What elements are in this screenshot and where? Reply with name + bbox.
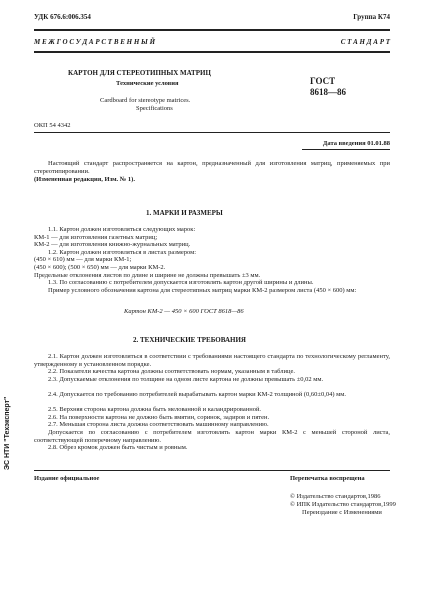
side-stamp: ЭС НТИ "Техэксперт" bbox=[4, 396, 11, 470]
section-1-line: 1.1. Картон должен изготовляться следующих марок: bbox=[48, 226, 196, 233]
section-1-line: (450 × 610) мм — для марки КМ-1; bbox=[34, 256, 132, 264]
section-1-line: (450 × 600); (500 × 650) мм — для марки КМ-2. bbox=[34, 264, 166, 271]
official-edition: Издание официальное bbox=[34, 475, 100, 482]
scope-paragraph: Настоящий стандарт распространяется на картон, предназначенный для изготовления матриц, применяемых при стереотипировании. bbox=[34, 160, 390, 175]
group-code: Группа К74 bbox=[353, 13, 390, 21]
section-2-paragraph: 2.3. Допускаемые отклонения по толщине на одном листе картона не должны превышать ±0,02 мм. bbox=[48, 375, 324, 383]
gost-label: ГОСТ bbox=[310, 76, 336, 86]
section-2-paragraph: 2.6. На поверхности картона не должно быть вмятин, соринок, задиров и пятен. bbox=[48, 413, 270, 421]
section-1-line: КМ-2 — для изготовления книжно-журнальных матриц. bbox=[34, 241, 191, 249]
section-1-heading: 1. МАРКИ И РАЗМЕРЫ bbox=[146, 209, 223, 217]
title-rule bbox=[34, 132, 390, 133]
section-2-heading: 2. ТЕХНИЧЕСКИЕ ТРЕБОВАНИЯ bbox=[133, 336, 246, 344]
copyright-1999: © ИПК Издательство стандартов,1999 bbox=[290, 501, 396, 508]
header-rule-bottom bbox=[34, 51, 390, 53]
reprint-notice: Перепечатка воспрещена bbox=[290, 475, 365, 482]
standard-banner bbox=[34, 38, 390, 46]
revision-note: (Измененная редакция, Изм. № 1). bbox=[34, 176, 135, 183]
section-2-paragraph: 2.5. Верхняя сторона картона должна быть мелованной и каландрированной. bbox=[48, 406, 262, 414]
date-underline bbox=[302, 149, 390, 150]
copyright-1986: © Издательство стандартов,1986 bbox=[290, 493, 381, 500]
english-title-line2: Specifications bbox=[136, 105, 173, 112]
gost-number: 8618—86 bbox=[310, 87, 346, 97]
section-1-line: КМ-1 — для изготовления газетных матриц; bbox=[34, 233, 158, 241]
section-1-line: Предельные отклонения листов по длине и ширине не должны превышать ±3 мм. bbox=[34, 271, 261, 279]
header-rule-top bbox=[34, 29, 390, 31]
introduction-date: Дата введения 01.01.88 bbox=[322, 140, 390, 147]
section-2-paragraph: 2.7. Меньшая сторона листа должна соответствовать машинному направлению. bbox=[48, 421, 269, 429]
section-2-paragraph: 2.4. Допускается по требованию потребителей вырабатывать картон марки КМ-2 толщиной (0,60±0,04) мм. bbox=[48, 391, 347, 398]
section-1-line: 1.3. По согласованию с потребителем допускается изготовлять картон другой ширины и длины. bbox=[48, 279, 314, 287]
document-title: КАРТОН ДЛЯ СТЕРЕОТИПНЫХ МАТРИЦ bbox=[68, 69, 211, 77]
section-2-paragraph: Допускается по согласованию с потребителем изготовлять картон марки КМ-2 с меньшей стороной листа, соответствующей поперечному направлению. bbox=[34, 429, 390, 444]
section-2-paragraph: 2.2. Показатели качества картона должны соответствовать нормам, указанным в таблице. bbox=[48, 368, 295, 376]
udk-code: УДК 676.6:006.354 bbox=[34, 13, 91, 21]
section-1-line: 1.2. Картон должен изготовляться в листах размером: bbox=[48, 248, 197, 256]
english-title-line1: Cardboard for stereotype matrices. bbox=[100, 97, 191, 104]
banner-right: С Т А Н Д А Р Т bbox=[340, 38, 390, 46]
section-2-paragraph: 2.8. Обрез кромок должен быть чистым и ровным. bbox=[48, 444, 188, 452]
section-2-paragraph: 2.1. Картон должен изготовляться в соответствии с требованиями настоящего стандарта по технологическому регламенту, утвержденному в установленном порядке. bbox=[34, 353, 390, 368]
designation-example: Пример условного обозначения картона для стереотипных матриц марки КМ-2 размером листа (450 × 600) мм: bbox=[48, 286, 357, 294]
footer-rule bbox=[34, 470, 390, 471]
reissue-note: Переиздание с Изменениями bbox=[302, 509, 382, 516]
designation-sample: Картон КМ-2 — 450 × 600 ГОСТ 8618—86 bbox=[124, 308, 244, 315]
okp-code: ОКП 54 4342 bbox=[34, 122, 71, 129]
banner-left: М Е Ж Г О С У Д А Р С Т В Е Н Н Ы Й bbox=[34, 38, 156, 46]
document-subtitle: Технические условия bbox=[116, 80, 179, 87]
